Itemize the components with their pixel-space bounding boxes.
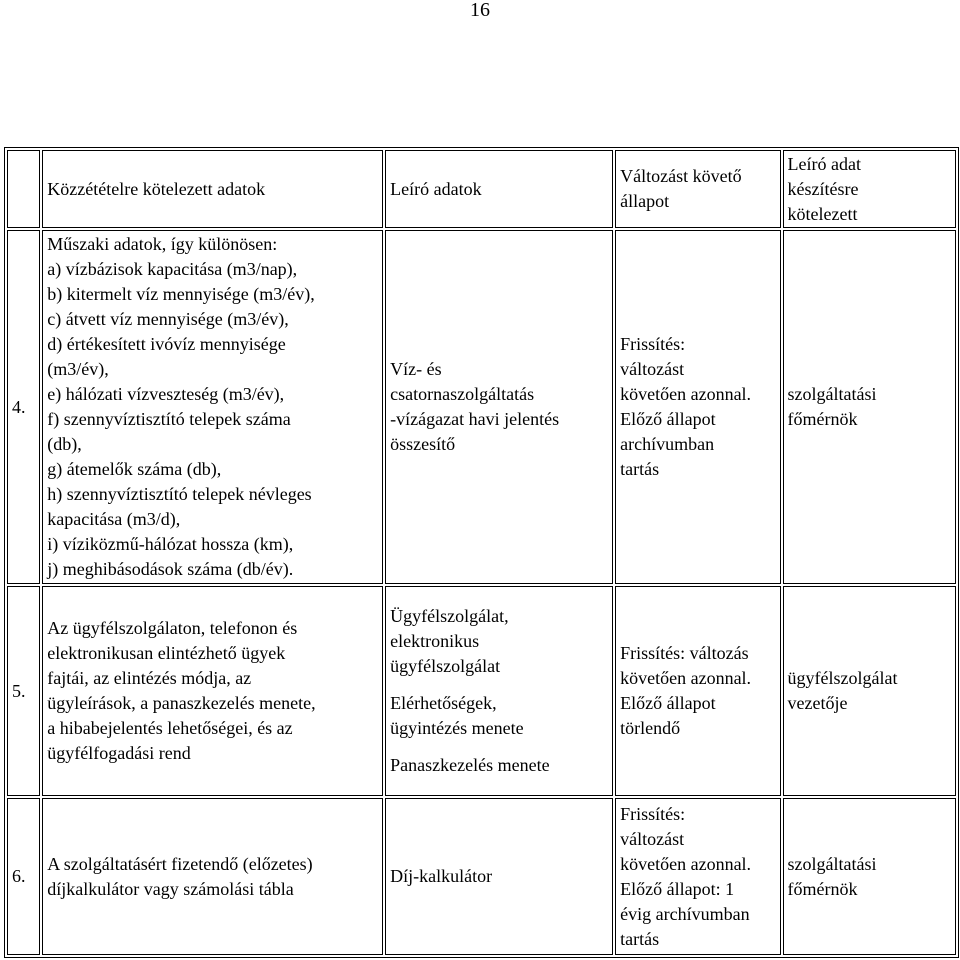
text-line: összesítő	[390, 434, 456, 454]
text-line: elektronikusan elintézhető ügyek	[47, 643, 286, 663]
page-number: 16	[470, 0, 490, 21]
text-line: változást	[620, 828, 685, 849]
text-line: d) értékesített ivóvíz mennyisége	[47, 334, 286, 354]
table-row	[7, 798, 956, 955]
table-row	[7, 230, 956, 584]
text-line: ügyfélfogadási rend	[47, 743, 191, 763]
row-data-cell	[42, 798, 383, 955]
text-line: főmérnök	[787, 409, 858, 429]
text-line: Frissítés:	[620, 334, 686, 354]
text-line: a hibabejelentés lehetőségei, és az	[47, 718, 293, 738]
row-state-cell	[615, 586, 780, 796]
text-line: Az ügyfélszolgálaton, telefonon és	[47, 618, 298, 638]
text-line: Műszaki adatok, így különösen:	[47, 234, 278, 254]
spacer	[390, 679, 608, 691]
text-line: (m3/év),	[47, 359, 109, 379]
text-line: tartás	[620, 928, 660, 949]
header-row	[7, 150, 956, 228]
text-line: szolgáltatási	[787, 853, 877, 874]
text-line: vezetője	[787, 693, 848, 713]
text-line: főmérnök	[787, 878, 858, 899]
table-row	[7, 586, 956, 796]
text-line: tartás	[620, 459, 660, 479]
row-data-cell	[42, 586, 383, 796]
text-line: követően azonnal.	[620, 853, 752, 874]
text-line: ügyfélszolgálat	[390, 656, 501, 676]
header-state-line: állapot	[620, 191, 670, 211]
text-line: ügyfélszolgálat	[787, 668, 898, 688]
text-line: évig archívumban	[620, 903, 750, 924]
spacer	[390, 741, 608, 753]
text-line: b) kitermelt víz mennyisége (m3/év),	[47, 284, 315, 304]
row-responsible-cell	[783, 230, 957, 584]
text-line: A szolgáltatásért fizetendő (előzetes)	[47, 853, 313, 874]
text-line: (db),	[47, 434, 82, 454]
text-line: j) meghibásodások száma (db/év).	[47, 559, 294, 579]
text-line: Előző állapot	[620, 409, 716, 429]
header-state	[615, 150, 780, 228]
header-num-cell	[7, 150, 40, 228]
text-line: ügyintézés menete	[390, 718, 524, 738]
row-responsible-cell	[783, 586, 957, 796]
text-line: g) átemelők száma (db),	[47, 459, 222, 479]
text-line: ügyleírások, a panaszkezelés menete,	[47, 693, 316, 713]
text-line: Panaszkezelés menete	[390, 755, 550, 775]
row-descriptor-cell	[385, 586, 613, 796]
text-line: Előző állapot: 1	[620, 878, 735, 899]
text-line: Elérhetőségek,	[390, 693, 497, 713]
text-line: törlendő	[620, 718, 681, 738]
text-line: kapacitása (m3/d),	[47, 509, 181, 529]
row-descriptor-cell	[385, 230, 613, 584]
row-number: 5.	[7, 586, 40, 796]
row-descriptor-cell	[385, 798, 613, 955]
text-line: változást	[620, 359, 685, 379]
row-number: 4.	[7, 230, 40, 584]
text-line: elektronikus	[390, 631, 480, 651]
text-line: archívumban	[620, 434, 715, 454]
text-line: h) szennyvíztisztító telepek névleges	[47, 484, 312, 504]
text-line: követően azonnal.	[620, 668, 752, 688]
text-line: i) víziközmű-hálózat hossza (km),	[47, 534, 294, 554]
text-line: szolgáltatási	[787, 384, 877, 404]
text-line: díjkalkulátor vagy számolási tábla	[47, 878, 294, 899]
row-data-cell	[42, 230, 383, 584]
header-descriptor: Leíró adatok	[385, 150, 613, 228]
text-line: fajtái, az elintézés módja, az	[47, 668, 252, 688]
text-line: Víz- és	[390, 359, 442, 379]
text-line: Ügyfélszolgálat,	[390, 606, 509, 626]
header-responsible-line: Leíró adat	[787, 153, 861, 174]
row-number: 6.	[7, 798, 40, 955]
text-line: Frissítés:	[620, 803, 686, 824]
text-line: csatornaszolgáltatás	[390, 384, 535, 404]
header-data: Közzétételre kötelezett adatok	[42, 150, 383, 228]
text-line: -vízágazat havi jelentés	[390, 409, 560, 429]
text-line: Előző állapot	[620, 693, 716, 713]
text-line: Díj-kalkulátor	[390, 866, 493, 886]
header-responsible-line: készítésre	[787, 178, 859, 199]
header-responsible	[783, 150, 957, 228]
row-state-cell	[615, 798, 780, 955]
header-responsible-line: kötelezett	[787, 203, 858, 224]
text-line: c) átvett víz mennyisége (m3/év),	[47, 309, 289, 329]
header-state-line: Változást követő	[620, 166, 742, 186]
disclosure-table	[4, 147, 959, 958]
text-line: e) hálózati vízveszteség (m3/év),	[47, 384, 285, 404]
text-line: f) szennyvíztisztító telepek száma	[47, 409, 291, 429]
text-line: a) vízbázisok kapacitása (m3/nap),	[47, 259, 298, 279]
row-responsible-cell	[783, 798, 957, 955]
row-state-cell	[615, 230, 780, 584]
text-line: követően azonnal.	[620, 384, 752, 404]
text-line: Frissítés: változás	[620, 643, 749, 663]
